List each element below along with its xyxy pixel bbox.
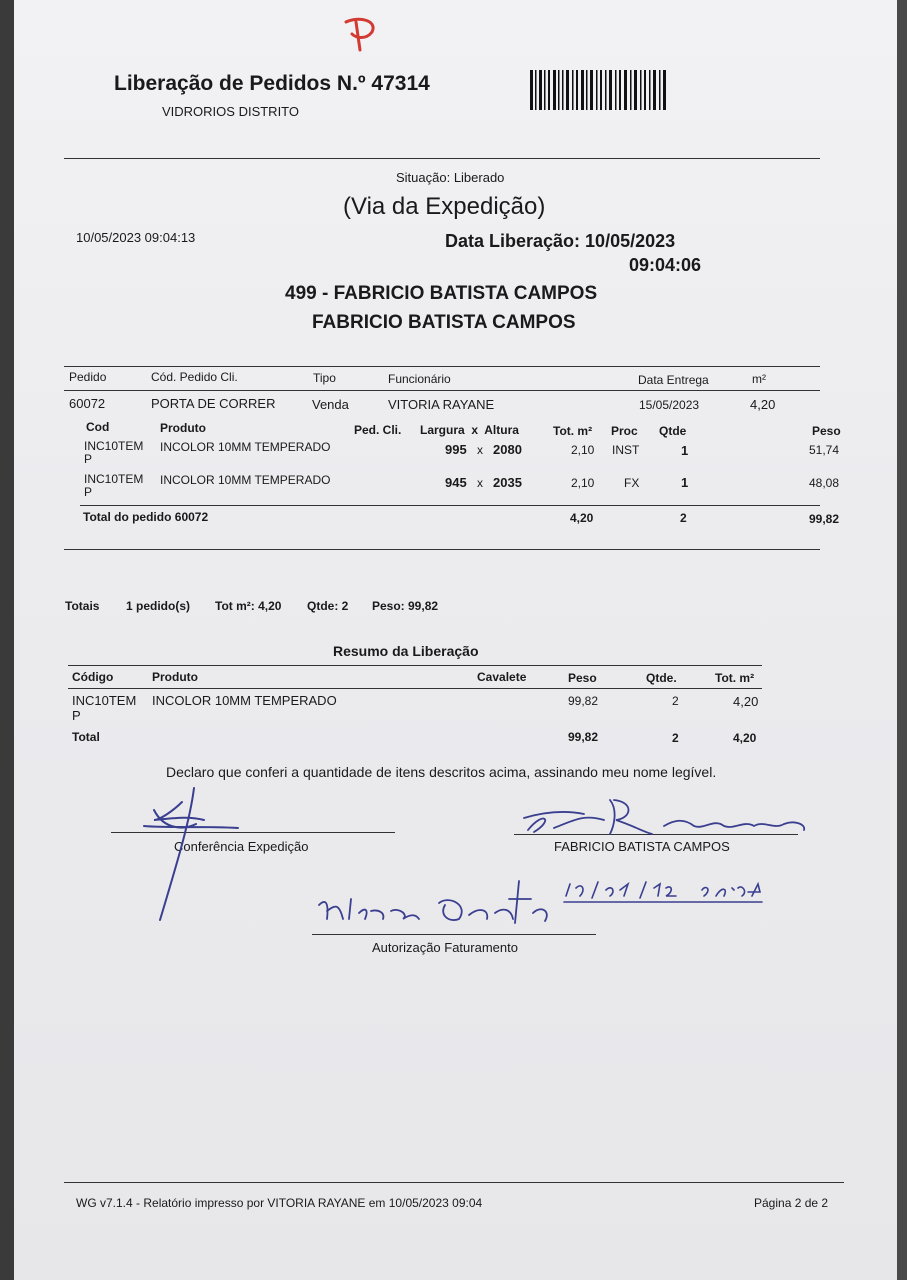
item-col-proc: Proc	[611, 424, 638, 438]
resumo-top-rule	[68, 665, 762, 666]
order-employee: VITORIA RAYANE	[388, 397, 495, 412]
header-divider	[64, 158, 820, 159]
order-total-peso: 99,82	[809, 512, 840, 526]
item-col-ped-cli: Ped. Cli.	[354, 423, 402, 437]
totals-peso: Peso: 99,82	[372, 599, 439, 613]
company-name: VIDRORIOS DISTRITO	[162, 104, 299, 119]
client-line-2: FABRICIO BATISTA CAMPOS	[312, 312, 576, 333]
declaration-text: Declaro que conferi a quantidade de itens descritos acima, assinando meu nome legível.	[166, 764, 717, 780]
order-total-label: Total do pedido 60072	[83, 510, 209, 524]
order-table-header-rule	[64, 390, 820, 391]
resumo-col-produto: Produto	[152, 670, 198, 684]
resumo-col-tot-m2: Tot. m²	[715, 671, 755, 685]
release-date: Data Liberação: 10/05/2023	[445, 231, 676, 251]
item-proc: INST	[612, 443, 640, 457]
release-time: 09:04:06	[629, 255, 702, 275]
resumo-title: Resumo da Liberação	[333, 643, 479, 659]
totals-m2: Tot m²: 4,20	[215, 599, 282, 613]
print-datetime: 10/05/2023 09:04:13	[76, 230, 196, 245]
item-cod-line2: P	[84, 485, 93, 499]
resumo-total-label: Total	[72, 730, 100, 744]
resumo-header-rule	[68, 688, 762, 689]
item-qtde: 1	[681, 475, 689, 490]
item-col-peso: Peso	[812, 424, 841, 438]
footer-print-info: WG v7.1.4 - Relatório impresso por VITORIA RAYANE em 10/05/2023 09:04	[76, 1196, 483, 1210]
item-qtde: 1	[681, 443, 689, 458]
client-signature-name: FABRICIO BATISTA CAMPOS	[554, 839, 730, 854]
totals-label: Totais	[65, 599, 100, 613]
order-total-qtde: 2	[680, 511, 687, 525]
item-col-produto: Produto	[160, 421, 206, 435]
item-col-qtde: Qtde	[659, 424, 687, 438]
resumo-cod-line2: P	[72, 708, 81, 723]
item-altura: 2035	[493, 475, 522, 490]
order-m2: 4,20	[750, 397, 776, 412]
item-tot-m2: 2,10	[571, 443, 595, 457]
resumo-tot-m2: 4,20	[733, 694, 759, 709]
barcode	[530, 70, 670, 112]
autorizacao-label: Autorização Faturamento	[372, 940, 518, 955]
item-cod-line2: P	[84, 452, 93, 466]
conferencia-label: Conferência Expedição	[174, 839, 309, 854]
item-largura: 995	[445, 442, 467, 457]
order-type: Venda	[312, 397, 349, 412]
status-label: Situação: Liberado	[396, 170, 505, 185]
item-col-largura-altura: Largura x Altura	[420, 423, 519, 437]
page-title: Liberação de Pedidos N.º 47314	[114, 72, 430, 95]
col-data-entrega: Data Entrega	[638, 373, 709, 387]
totals-pedidos: 1 pedido(s)	[126, 599, 191, 613]
item-cod-line1: INC10TEM	[84, 439, 144, 453]
resumo-cod-line1: INC10TEM	[72, 693, 137, 708]
resumo-col-cavalete: Cavalete	[477, 670, 527, 684]
order-total-m2: 4,20	[570, 511, 594, 525]
resumo-col-qtde: Qtde.	[646, 671, 677, 685]
resumo-peso: 99,82	[568, 694, 599, 708]
order-delivery-date: 15/05/2023	[639, 398, 700, 412]
order-total-rule	[80, 505, 820, 506]
footer-rule	[64, 1182, 844, 1183]
item-x: x	[477, 443, 483, 457]
item-largura: 945	[445, 475, 467, 490]
signature-conferencia-scribble	[134, 780, 244, 930]
handwritten-date-scribble	[562, 876, 772, 906]
resumo-total-peso: 99,82	[568, 730, 599, 744]
item-cod-line1: INC10TEM	[84, 472, 144, 486]
item-proc: FX	[624, 476, 640, 490]
item-peso: 48,08	[809, 476, 840, 490]
item-peso: 51,74	[809, 443, 840, 457]
resumo-total-qtde: 2	[672, 731, 679, 745]
resumo-qtde: 2	[672, 694, 679, 708]
col-cod-pedido-cli: Cód. Pedido Cli.	[151, 370, 238, 384]
handwritten-p-mark	[336, 10, 396, 55]
order-client-code: PORTA DE CORRER	[151, 396, 276, 411]
resumo-col-peso: Peso	[568, 671, 597, 685]
totals-qtde: Qtde: 2	[307, 599, 349, 613]
item-altura: 2080	[493, 442, 522, 457]
col-funcionario: Funcionário	[388, 372, 451, 386]
item-tot-m2: 2,10	[571, 476, 595, 490]
via-label: (Via da Expedição)	[343, 193, 546, 220]
signature-autorizacao-scribble	[299, 875, 569, 940]
order-table-top-rule	[64, 366, 820, 367]
item-x: x	[477, 476, 483, 490]
item-col-cod: Cod	[86, 420, 110, 434]
col-pedido: Pedido	[69, 370, 107, 384]
resumo-total-m2: 4,20	[733, 731, 757, 745]
client-line-1: 499 - FABRICIO BATISTA CAMPOS	[285, 283, 598, 304]
item-col-tot-m2: Tot. m²	[553, 424, 593, 438]
order-number: 60072	[69, 396, 106, 411]
resumo-col-codigo: Código	[72, 670, 114, 684]
signature-client-scribble	[514, 790, 814, 845]
item-produto: INCOLOR 10MM TEMPERADO	[160, 473, 331, 487]
footer-page-number: Página 2 de 2	[754, 1196, 829, 1210]
col-tipo: Tipo	[313, 371, 336, 385]
col-m2: m²	[752, 372, 766, 386]
item-produto: INCOLOR 10MM TEMPERADO	[160, 440, 331, 454]
resumo-produto: INCOLOR 10MM TEMPERADO	[152, 693, 337, 708]
order-section-bottom-rule	[64, 549, 820, 550]
